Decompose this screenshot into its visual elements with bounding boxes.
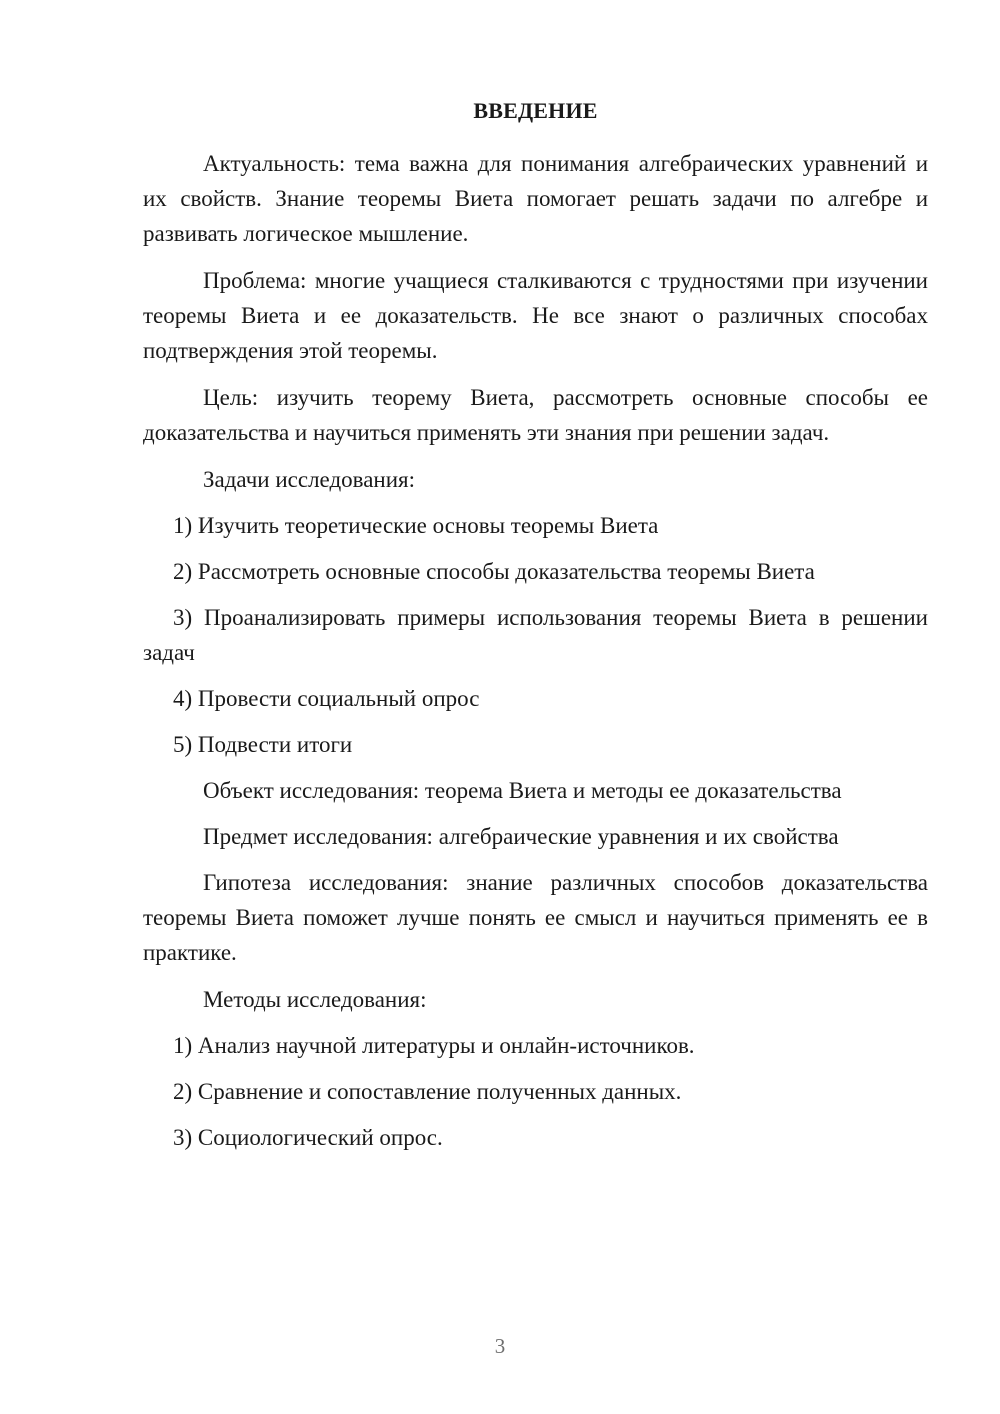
section-heading: ВВЕДЕНИЕ	[473, 98, 598, 123]
task-item: 4) Провести социальный опрос	[173, 686, 480, 711]
hypothesis-paragraph: Гипотеза исследования: знание различных способов доказательства теоремы Виета поможет лучше понять ее смысл и научиться применять ее в практике.	[143, 870, 928, 965]
task-item: 3) Проанализировать примеры использования теоремы Виета в решении задач	[143, 605, 928, 665]
page-content	[143, 96, 928, 1166]
goal-paragraph: Цель: изучить теорему Виета, рассмотреть основные способы ее доказательства и научиться применять эти знания при решении задач.	[143, 385, 928, 445]
tasks-title: Задачи исследования:	[203, 467, 416, 492]
page-number: 3	[494, 1334, 506, 1358]
object-line: Объект исследования: теорема Виета и методы ее доказательства	[203, 778, 842, 803]
method-item: 2) Сравнение и сопоставление полученных данных.	[173, 1079, 682, 1104]
problem-paragraph: Проблема: многие учащиеся сталкиваются с трудностями при изучении теоремы Виета и ее доказательств. Не все знают о различных способах подтверждения этой теоремы.	[143, 268, 928, 363]
method-item: 1) Анализ научной литературы и онлайн-источников.	[173, 1033, 695, 1058]
task-item: 5) Подвести итоги	[173, 732, 353, 757]
task-item: 2) Рассмотреть основные способы доказательства теоремы Виета	[173, 559, 815, 584]
methods-title: Методы исследования:	[203, 987, 427, 1012]
task-item: 1) Изучить теоретические основы теоремы Виета	[173, 513, 659, 538]
method-item: 3) Социологический опрос.	[173, 1125, 443, 1150]
subject-line: Предмет исследования: алгебраические уравнения и их свойства	[203, 824, 839, 849]
relevance-paragraph: Актуальность: тема важна для понимания алгебраических уравнений и их свойств. Знание теоремы Виета помогает решать задачи по алгебре и развивать логическое мышление.	[143, 151, 928, 246]
